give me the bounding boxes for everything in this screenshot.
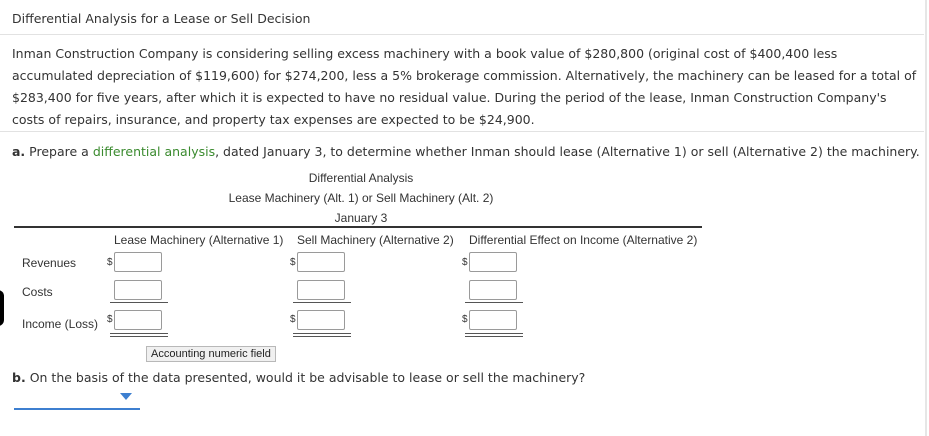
revenues-lease-input[interactable] — [114, 252, 162, 272]
costs-sell-underline — [293, 302, 351, 303]
income-sell-input[interactable] — [297, 310, 345, 330]
costs-lease-underline — [110, 302, 168, 303]
costs-diff-input[interactable] — [469, 280, 517, 300]
left-edge-marker — [0, 290, 4, 326]
income-sell-currency: $ — [290, 314, 296, 325]
sheet-title-3: January 3 — [334, 211, 388, 225]
costs-lease-input[interactable] — [114, 280, 162, 300]
income-lease-currency: $ — [107, 314, 113, 325]
income-sell-double-rule — [293, 333, 351, 337]
col-header-lease: Lease Machinery (Alternative 1) — [114, 233, 284, 247]
sheet-title-1: Differential Analysis — [308, 171, 414, 185]
revenues-diff-currency: $ — [462, 257, 468, 268]
row-label-costs: Costs — [22, 285, 53, 299]
lease-or-sell-dropdown[interactable] — [14, 390, 140, 410]
income-diff-input[interactable] — [469, 310, 517, 330]
right-border — [925, 0, 927, 436]
row-label-revenues: Revenues — [22, 256, 77, 270]
row-label-income: Income (Loss) — [22, 317, 99, 331]
field-tooltip: Accounting numeric field — [146, 346, 276, 362]
divider — [0, 131, 924, 132]
revenues-sell-input[interactable] — [297, 252, 345, 272]
costs-diff-underline — [465, 302, 523, 303]
income-lease-double-rule — [110, 333, 168, 337]
question-b — [12, 370, 585, 385]
income-lease-input[interactable] — [114, 310, 162, 330]
revenues-lease-currency: $ — [107, 257, 113, 268]
question-b-text: On the basis of the data presented, would it be advisable to lease or sell the machinery? — [29, 370, 586, 385]
col-header-differential: Differential Effect on Income (Alternative 2) — [469, 233, 698, 247]
costs-sell-input[interactable] — [297, 280, 345, 300]
col-header-sell: Sell Machinery (Alternative 2) — [297, 233, 454, 247]
revenues-diff-input[interactable] — [469, 252, 517, 272]
revenues-sell-currency: $ — [290, 257, 296, 268]
table-top-rule — [14, 226, 702, 228]
page-title: Differential Analysis for a Lease or Sell Decision — [12, 11, 311, 26]
question-a-suffix: , dated January 3, to determine whether Inman should lease (Alternative 1) or sell (Alternative 2) the machinery. — [215, 144, 920, 159]
differential-analysis-link[interactable]: differential analysis — [92, 144, 216, 159]
question-b-label: b. — [12, 370, 26, 385]
question-a-prefix: Prepare a — [29, 144, 93, 159]
sheet-title-2: Lease Machinery (Alt. 1) or Sell Machinery (Alt. 2) — [228, 191, 494, 205]
income-diff-currency: $ — [462, 314, 468, 325]
problem-text: Inman Construction Company is considering selling excess machinery with a book value of $280,800 (original cost of $400,400 less accumulated depreciation of $119,600) for $274,200, less a 5% brokerage commission. Alternatively, the machinery can be leased for a total of $283,400 for five years, after which it is expected to have no residual value. During the period of the lease, Inman Construction Company's costs of repairs, insurance, and property tax expenses are expected to be $24,900. — [12, 46, 917, 127]
question-a-label: a. — [12, 144, 26, 159]
chevron-down-icon[interactable] — [120, 393, 132, 400]
question-a — [12, 144, 920, 159]
income-diff-double-rule — [465, 333, 523, 337]
